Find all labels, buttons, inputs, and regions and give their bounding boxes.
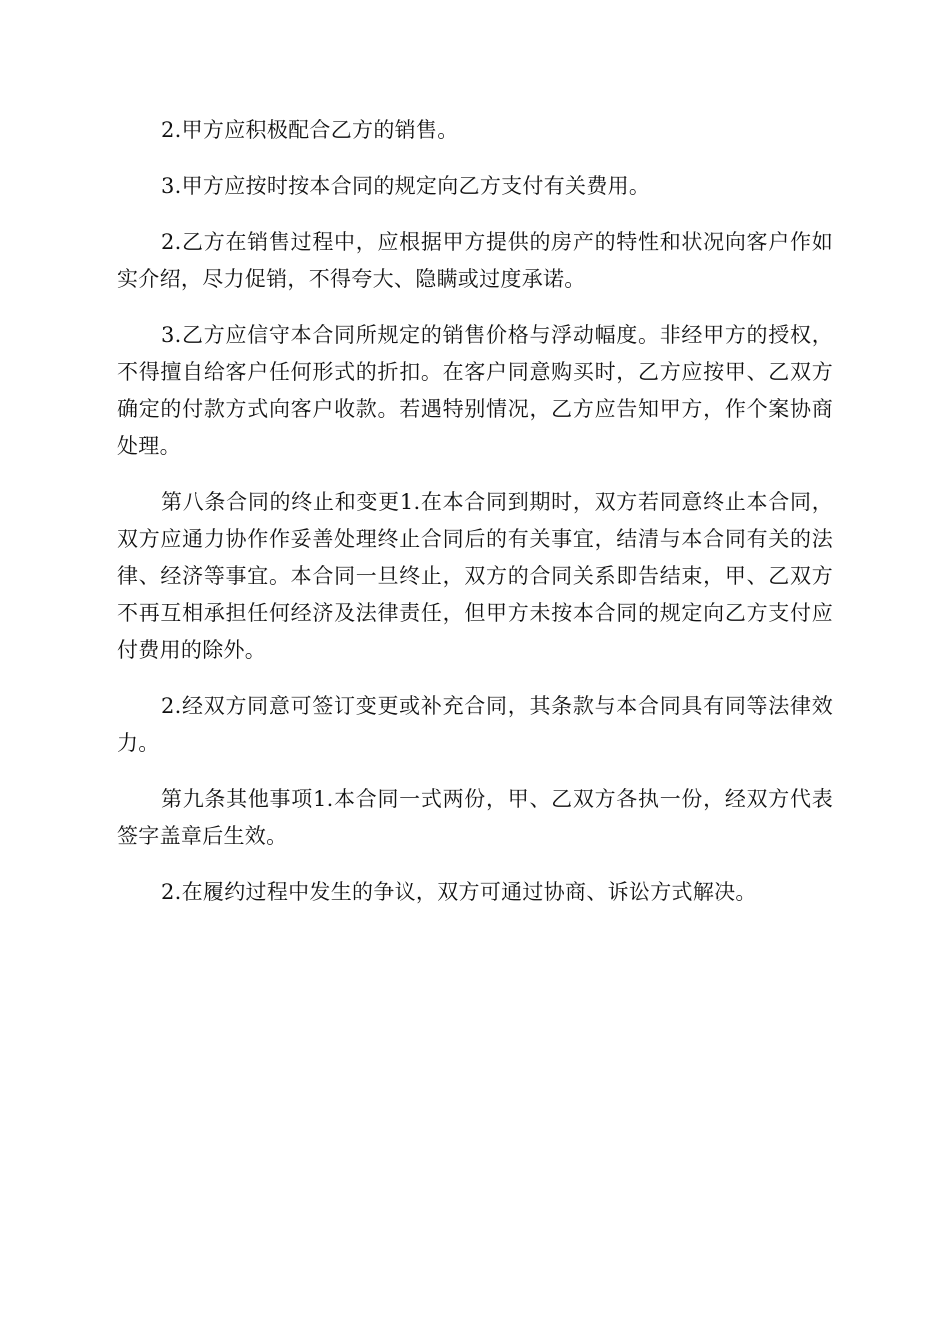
- paragraph-article-8-termination: 第八条合同的终止和变更1.在本合同到期时，双方若同意终止本合同，双方应通力协作作妥善处理终止合同后的有关事宜，结清与本合同有关的法律、经济等事宜。本合同一旦终止，双方的合同关系即告结束，甲、乙双方不再互相承担任何经济及法律责任，但甲方未按本合同的规定向乙方支付应付费用的除外。: [117, 490, 833, 662]
- paragraph-party-b-pricing: 3.乙方应信守本合同所规定的销售价格与浮动幅度。非经甲方的授权，不得擅自给客户任何形式的折扣。在客户同意购买时，乙方应按甲、乙双方确定的付款方式向客户收款。若遇特别情况，乙方应告知甲方，作个案协商处理。: [117, 323, 833, 458]
- paragraph-article-9-disputes: 2.在履约过程中发生的争议，双方可通过协商、诉讼方式解决。: [161, 880, 757, 904]
- paragraph-article-8-amendment: 2.经双方同意可签订变更或补充合同，其条款与本合同具有同等法律效力。: [117, 694, 833, 755]
- document-body: [117, 112, 833, 930]
- paragraph-party-b-introduction: 2.乙方在销售过程中，应根据甲方提供的房产的特性和状况向客户作如实介绍，尽力促销，不得夸大、隐瞒或过度承诺。: [117, 230, 833, 291]
- paragraph-party-a-cooperate: 2.甲方应积极配合乙方的销售。: [161, 118, 459, 142]
- paragraph-party-a-payment: 3.甲方应按时按本合同的规定向乙方支付有关费用。: [161, 174, 651, 198]
- paragraph-article-9-copies: 第九条其他事项1.本合同一式两份，甲、乙双方各执一份，经双方代表签字盖章后生效。: [117, 787, 833, 848]
